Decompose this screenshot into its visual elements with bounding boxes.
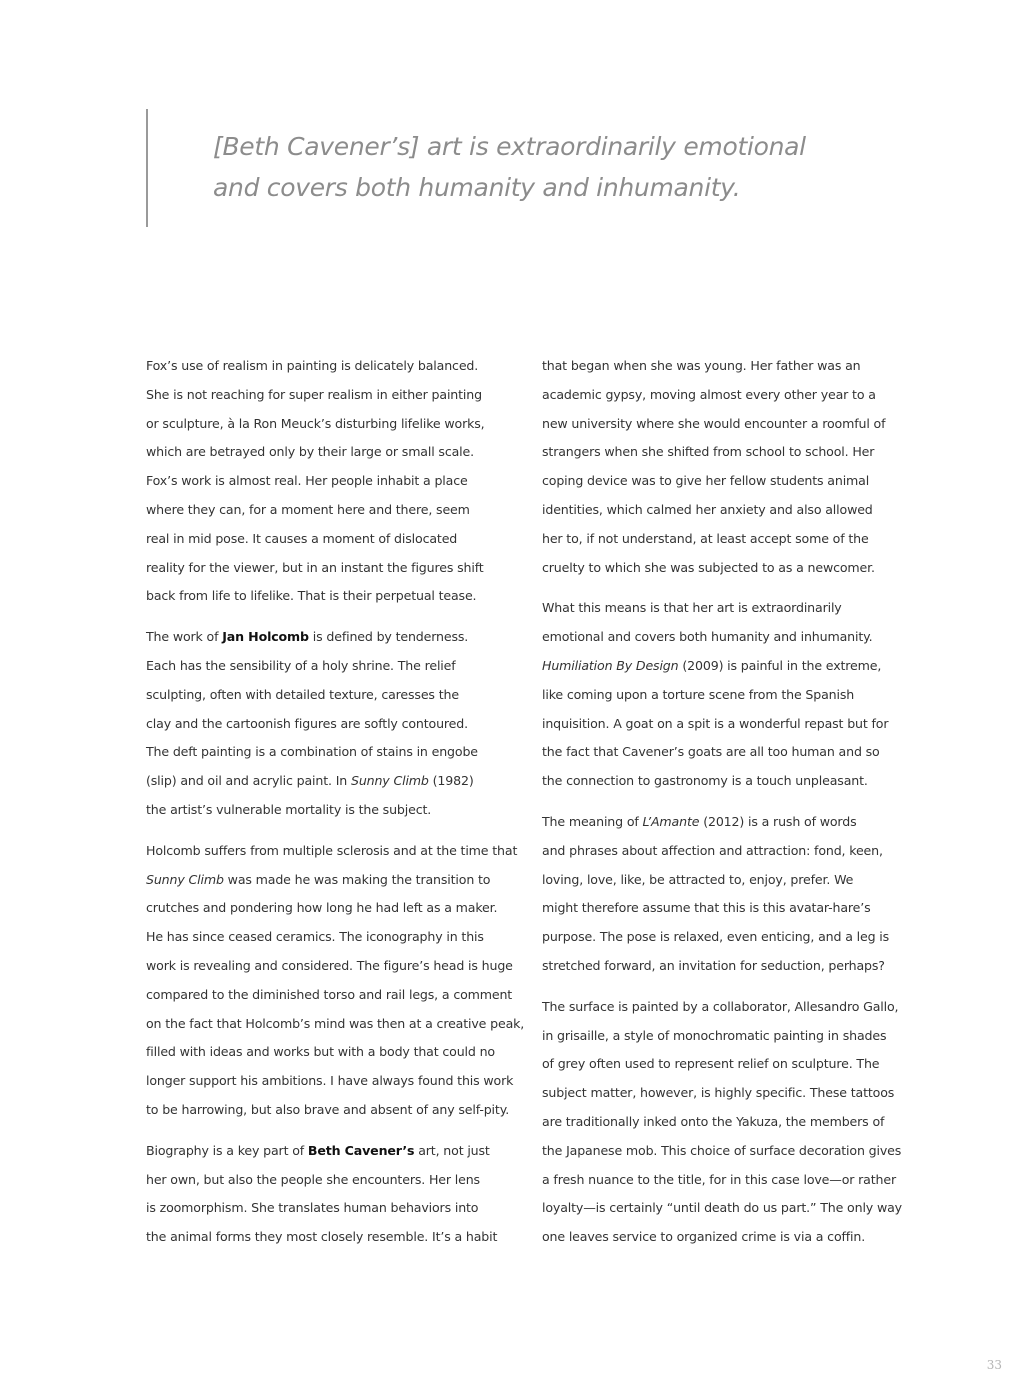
text-line: filled with ideas and works but with a body that could no xyxy=(146,1044,495,1060)
text-line: Fox’s work is almost real. Her people inhabit a place xyxy=(146,473,468,489)
text-line: are traditionally inked onto the Yakuza, the members of xyxy=(542,1113,885,1129)
text-line xyxy=(542,652,902,681)
text-line: crutches and pondering how long he had left as a maker. xyxy=(146,900,498,916)
text-line: The surface is painted by a collaborator, Allesandro Gallo, xyxy=(542,998,899,1014)
text-run: The work of xyxy=(146,629,223,645)
text-line: and phrases about affection and attraction: fond, keen, xyxy=(542,842,883,858)
text-line: clay and the cartoonish figures are softly contoured. xyxy=(146,715,468,731)
left-column xyxy=(146,352,525,1264)
right-column xyxy=(542,352,902,1264)
text-line xyxy=(542,808,902,837)
text-line: subject matter, however, is highly specific. These tattoos xyxy=(542,1085,895,1101)
pull-quote-rule xyxy=(146,109,148,227)
text-run: (slip) and oil and acrylic paint. In xyxy=(146,773,351,789)
text-line: which are betrayed only by their large or small scale. xyxy=(146,444,474,460)
text-line: Holcomb suffers from multiple sclerosis and at the time that xyxy=(146,842,518,858)
text-line: the fact that Cavener’s goats are all too human and so xyxy=(542,744,880,760)
paragraph xyxy=(146,623,518,825)
text-line: in grisaille, a style of monochromatic painting in shades xyxy=(542,1027,887,1043)
text-line: to be harrowing, but also brave and absent of any self-pity. xyxy=(146,1101,510,1117)
text-line: compared to the diminished torso and rail legs, a comment xyxy=(146,986,513,1002)
text-line xyxy=(146,1137,518,1166)
artist-name: Beth Cavener’s xyxy=(307,1142,415,1158)
text-line: the artist’s vulnerable mortality is the subject. xyxy=(146,801,432,817)
text-line: where they can, for a moment here and there, seem xyxy=(146,501,470,517)
text-line: her own, but also the people she encounters. Her lens xyxy=(146,1171,480,1187)
text-line: like coming upon a torture scene from the Spanish xyxy=(542,686,855,702)
text-run: The meaning of xyxy=(542,813,643,829)
text-line: sculpting, often with detailed texture, caresses the xyxy=(146,686,459,702)
text-line: the animal forms they most closely resemble. It’s a habit xyxy=(146,1229,498,1245)
text-line xyxy=(146,767,518,796)
text-run: (2009) is painful in the extreme, xyxy=(678,657,882,673)
text-line: might therefore assume that this is this avatar-hare’s xyxy=(542,900,871,916)
text-run: is defined by tenderness. xyxy=(308,629,469,645)
text-line: one leaves service to organized crime is via a coffin. xyxy=(542,1229,866,1245)
paragraph xyxy=(146,1137,518,1252)
text-line: identities, which calmed her anxiety and also allowed xyxy=(542,501,873,517)
artist-name: Jan Holcomb xyxy=(222,629,309,645)
text-line: The deft painting is a combination of stains in engobe xyxy=(146,744,478,760)
paragraph xyxy=(146,837,525,1125)
text-line: the connection to gastronomy is a touch unpleasant. xyxy=(542,773,868,789)
text-run: was made he was making the transition to xyxy=(223,871,491,887)
pull-quote-line: and covers both humanity and inhumanity. xyxy=(213,173,741,202)
artwork-title: Sunny Climb xyxy=(146,871,224,887)
text-run: (2012) is a rush of words xyxy=(699,813,857,829)
text-line: What this means is that her art is extraordinarily xyxy=(542,600,842,616)
page-number: 33 xyxy=(986,1358,1002,1372)
pull-quote xyxy=(213,126,813,208)
text-run: (1982) xyxy=(428,773,474,789)
text-line: is zoomorphism. She translates human behaviors into xyxy=(146,1200,479,1216)
text-line: on the fact that Holcomb’s mind was then at a creative peak, xyxy=(146,1015,525,1031)
paragraph xyxy=(542,594,902,796)
text-line: of grey often used to represent relief on sculpture. The xyxy=(542,1056,880,1072)
artwork-title: Sunny Climb xyxy=(350,773,429,789)
pull-quote-line: [Beth Cavener’s] art is extraordinarily emotional xyxy=(213,132,806,161)
artwork-title: Humiliation By Design xyxy=(542,657,679,673)
text-line: cruelty to which she was subjected to as a newcomer. xyxy=(542,559,875,575)
text-line: stretched forward, an invitation for seduction, perhaps? xyxy=(542,957,885,973)
text-line: or sculpture, à la Ron Meuck’s disturbing lifelike works, xyxy=(146,415,485,431)
text-line: reality for the viewer, but in an instant the figures shift xyxy=(146,559,484,575)
text-line: She is not reaching for super realism in either painting xyxy=(146,386,482,402)
text-line: the Japanese mob. This choice of surface decoration gives xyxy=(542,1142,902,1158)
text-line: loving, love, like, be attracted to, enjoy, prefer. We xyxy=(542,871,854,887)
text-line: emotional and covers both humanity and inhumanity. xyxy=(542,629,873,645)
text-line xyxy=(146,866,518,895)
text-line: work is revealing and considered. The figure’s head is huge xyxy=(146,957,513,973)
text-line: new university where she would encounter a roomful of xyxy=(542,415,886,431)
text-line xyxy=(146,623,518,652)
text-line: coping device was to give her fellow students animal xyxy=(542,473,870,489)
text-line: inquisition. A goat on a spit is a wonderful repast but for xyxy=(542,715,889,731)
text-line: Fox’s use of realism in painting is delicately balanced. xyxy=(146,358,479,373)
text-line: back from life to lifelike. That is their perpetual tease. xyxy=(146,588,477,604)
text-line: longer support his ambitions. I have always found this work xyxy=(146,1073,514,1089)
text-line: her to, if not understand, at least accept some of the xyxy=(542,530,869,546)
text-line: a fresh nuance to the title, for in this case love—or rather xyxy=(542,1171,896,1187)
text-run: Biography is a key part of xyxy=(146,1142,308,1158)
text-line: strangers when she shifted from school to school. Her xyxy=(542,444,875,460)
paragraph xyxy=(542,993,902,1252)
text-line: Each has the sensibility of a holy shrine. The relief xyxy=(146,657,456,673)
text-line: academic gypsy, moving almost every other year to a xyxy=(542,386,876,402)
text-line: loyalty—is certainly “until death do us part.” The only way xyxy=(542,1200,902,1216)
text-line: that began when she was young. Her father was an xyxy=(542,358,861,373)
text-line: He has since ceased ceramics. The iconography in this xyxy=(146,929,484,945)
text-run: art, not just xyxy=(414,1142,490,1158)
paragraph xyxy=(146,352,518,611)
artwork-title: L’Amante xyxy=(642,813,700,829)
text-line: purpose. The pose is relaxed, even enticing, and a leg is xyxy=(542,929,890,945)
paragraph xyxy=(542,352,902,582)
paragraph xyxy=(542,808,902,981)
text-line: real in mid pose. It causes a moment of dislocated xyxy=(146,530,458,546)
